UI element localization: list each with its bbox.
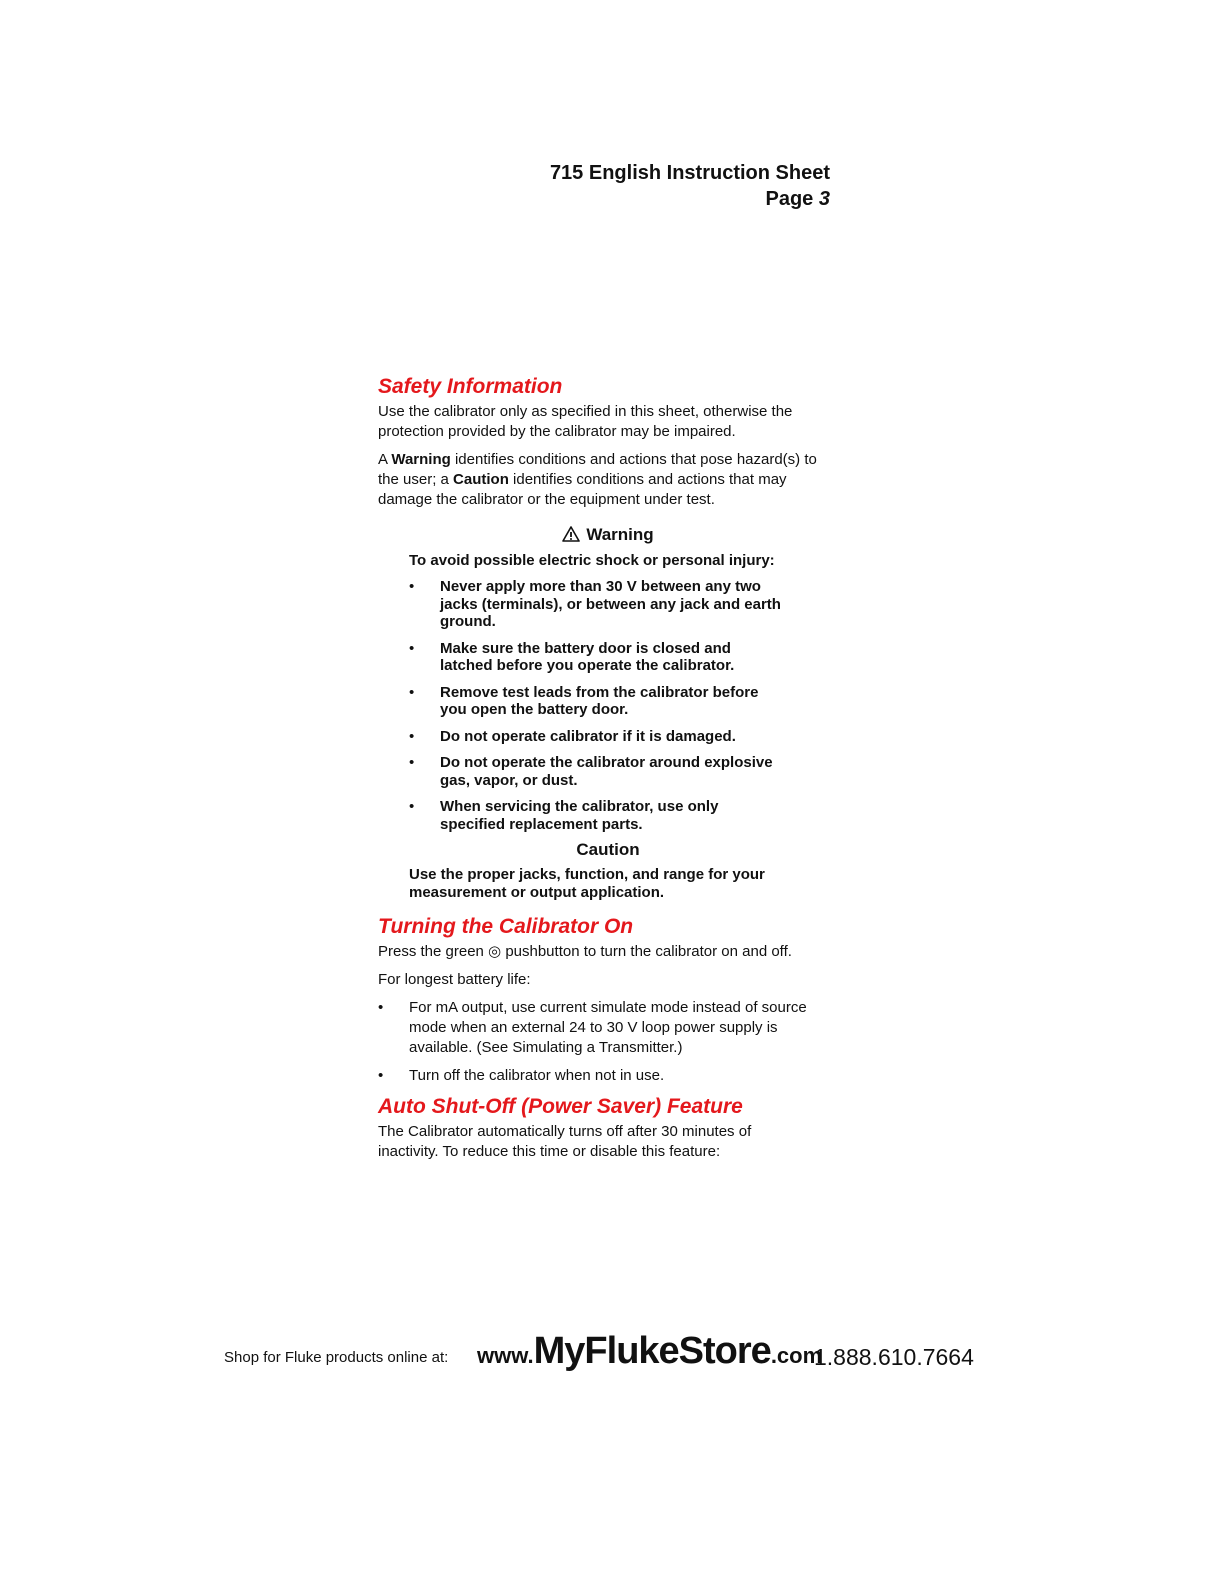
url-main: MyFlukeStore	[533, 1330, 771, 1372]
p2-caution-word: Caution	[453, 471, 509, 488]
turning-on-paragraph-2: For longest battery life:	[378, 971, 531, 988]
shop-text: Shop for Fluke products online at:	[224, 1349, 449, 1366]
list-item	[378, 1066, 838, 1086]
phone-number: 1.888.610.7664	[814, 1344, 974, 1370]
url-prefix: www.	[477, 1343, 534, 1368]
page-indicator	[766, 186, 831, 212]
bullet: •	[409, 754, 415, 771]
url-suffix: .com	[770, 1343, 823, 1368]
bullet: •	[409, 578, 415, 595]
auto-shutoff-heading: Auto Shut-Off (Power Saver) Feature	[378, 1095, 743, 1118]
list-item	[409, 640, 829, 675]
page-number: 3	[818, 188, 830, 210]
turning-on-heading: Turning the Calibrator On	[378, 915, 634, 938]
list-item-text: When servicing the calibrator, use only specified replacement parts.	[440, 798, 719, 833]
turning-on-paragraph-1: Press the green ◎ pushbutton to turn the calibrator on and off.	[378, 943, 792, 960]
warning-list	[409, 578, 829, 842]
auto-shutoff-paragraph: The Calibrator automatically turns off after 30 minutes of inactivity. To reduce this time or disable this feature:	[378, 1123, 752, 1160]
list-item	[378, 998, 838, 1058]
bullet: •	[378, 999, 384, 1016]
page-label: Page	[765, 188, 814, 210]
list-item	[409, 754, 829, 789]
p2-part-b: identifies conditions and actions that pose hazard(s) to the user; a	[378, 451, 817, 488]
list-item	[409, 684, 829, 719]
p2-part-a: A	[378, 451, 392, 468]
caution-heading: Caution	[576, 840, 640, 859]
warning-heading	[378, 524, 838, 546]
bullet: •	[409, 727, 415, 745]
list-item-text: Turn off the calibrator when not in use.	[409, 1067, 665, 1084]
safety-paragraph-2	[378, 450, 838, 510]
list-item-text: Do not operate the calibrator around explosive gas, vapor, or dust.	[440, 754, 773, 789]
store-footer	[224, 1330, 1004, 1378]
safety-heading: Safety Information	[378, 375, 563, 398]
warning-triangle-icon	[562, 526, 580, 542]
bullet: •	[409, 683, 415, 701]
list-item	[409, 578, 829, 631]
list-item-text: For mA output, use current simulate mode instead of source mode when an external 24 to 30 V loop power supply is available. (See Simulating a Transmitter.)	[409, 999, 807, 1056]
p2-warning-word: Warning	[391, 451, 451, 468]
list-item-text: Do not operate calibrator if it is damaged.	[440, 727, 736, 745]
warning-intro: To avoid possible electric shock or personal injury:	[409, 552, 775, 569]
list-item	[409, 728, 829, 746]
turning-on-section	[378, 914, 838, 1094]
bullet: •	[409, 639, 415, 657]
document-title: 715 English Instruction Sheet	[549, 162, 830, 184]
safety-section	[378, 374, 838, 510]
safety-paragraph-1: Use the calibrator only as specified in this sheet, otherwise the protection provided by the calibrator may be impaired.	[378, 403, 793, 440]
p2-part-c: identifies conditions and actions that may damage the calibrator or the equipment under test.	[378, 471, 787, 508]
list-item-text: Remove test leads from the calibrator before you open the battery door.	[440, 683, 759, 718]
list-item-text: Never apply more than 30 V between any two jacks (terminals), or between any jack and earth ground.	[440, 578, 781, 630]
list-item	[409, 798, 829, 833]
caution-body: Use the proper jacks, function, and range for your measurement or output application.	[409, 866, 765, 901]
bullet: •	[409, 798, 415, 815]
bullet: •	[378, 1067, 384, 1084]
warning-title: Warning	[586, 525, 654, 544]
store-url-link[interactable]	[477, 1330, 822, 1373]
list-item-text: Make sure the battery door is closed and latched before you operate the calibrator.	[440, 639, 735, 674]
battery-tips-list	[378, 998, 838, 1086]
auto-shutoff-section	[378, 1094, 838, 1162]
